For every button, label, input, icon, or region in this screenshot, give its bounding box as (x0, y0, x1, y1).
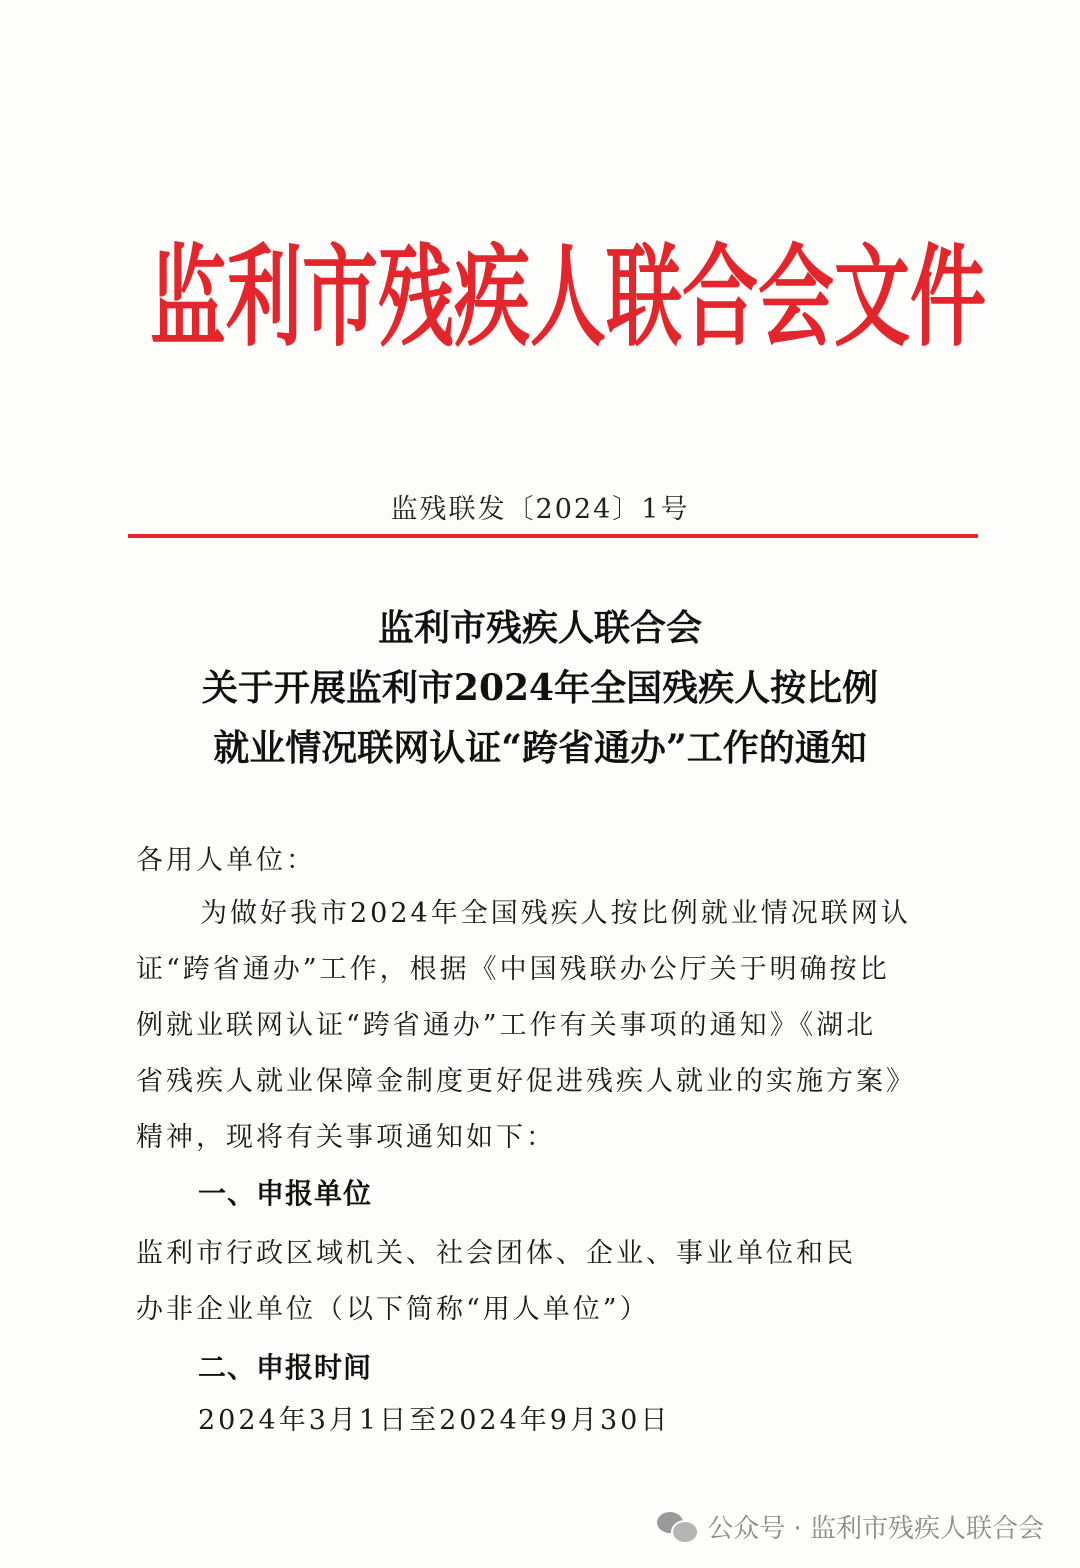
red-divider (128, 534, 978, 538)
intro-line-3: 例就业联网认证“跨省通办”工作有关事项的通知》《湖北 (136, 1010, 877, 1041)
section-heading-2: 二、申报时间 (198, 1351, 373, 1384)
intro-line-2: 证“跨省通办”工作，根据《中国残联办公厅关于明确按比 (136, 954, 890, 985)
section1-line-1: 监利市行政区域机关、社会团体、企业、事业单位和民 (136, 1238, 856, 1269)
document-number: 监残联发〔2024〕1号 (390, 494, 690, 525)
masthead-title: 监利市残疾人联合会文件 (150, 232, 986, 362)
wechat-icon (657, 1510, 697, 1542)
title-line-3: 就业情况联网认证“跨省通办”工作的通知 (213, 727, 867, 769)
intro-line-5: 精神，现将有关事项通知如下： (136, 1122, 556, 1153)
watermark-text: 公众号 · 监利市残疾人联合会 (707, 1513, 1044, 1544)
title-line-2: 关于开展监利市2024年全国残疾人按比例 (201, 667, 879, 709)
section1-paragraph (136, 1226, 936, 1338)
intro-line-1: 为做好我市2024年全国残疾人按比例就业情况联网认 (200, 898, 911, 929)
salutation: 各用人单位： (136, 845, 316, 876)
notice-title (60, 598, 1020, 778)
intro-line-4: 省残疾人就业保障金制度更好促进残疾人就业的实施方案》 (136, 1066, 916, 1097)
title-line-1: 监利市残疾人联合会 (377, 607, 702, 649)
section2-text: 2024年3月1日至2024年9月30日 (198, 1405, 671, 1436)
section1-line-2: 办非企业单位（以下简称“用人单位”） (136, 1294, 650, 1325)
section-heading-1: 一、申报单位 (198, 1177, 373, 1210)
wechat-watermark (657, 1506, 1044, 1546)
intro-paragraph (136, 886, 936, 1166)
